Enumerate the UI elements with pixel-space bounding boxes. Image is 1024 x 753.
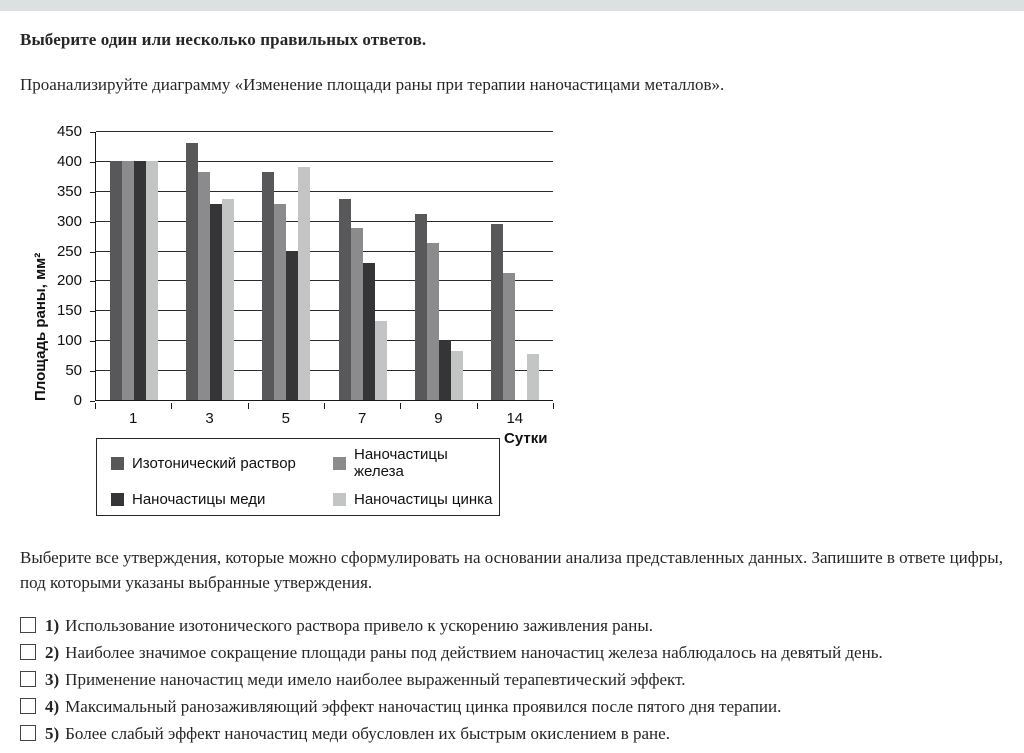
bar [298,167,310,400]
option-row [20,671,1004,689]
y-tick-label: 50 [65,362,82,380]
chart-legend [96,438,500,516]
x-tick-mark [553,403,554,409]
x-tick-label: 14 [506,410,524,427]
x-tick-mark [477,403,478,409]
bar [286,251,298,400]
legend-label: Изотонический раствор [132,454,296,472]
y-tick-label: 100 [56,332,82,350]
option-text: Более слабый эффект наночастиц меди обусловлен их быстрым окислением в ране. [65,724,670,743]
y-tick-label: 250 [56,242,82,260]
bar [375,321,387,400]
y-tick-label: 350 [56,182,82,200]
bars [96,132,553,400]
x-tick-label: 5 [281,410,290,427]
option-4-checkbox[interactable] [20,698,36,714]
bar [110,161,122,400]
bar [222,199,234,400]
x-tick-label: 7 [357,410,367,427]
bar [122,161,134,400]
bar-group-day-7 [325,132,401,400]
plot-area [95,132,553,401]
bar [274,204,286,400]
option-row [20,644,1004,662]
legend-item [111,446,333,480]
bar-group-day-14 [477,132,553,400]
y-tick-label: 450 [56,123,82,140]
bar [439,340,451,400]
option-text: Использование изотонического раствора привело к ускорению заживления раны. [65,616,653,635]
bar-group-day-9 [401,132,477,400]
bar-group-day-5 [248,132,324,400]
legend-swatch-icon [111,457,124,470]
x-tick-label: 3 [205,410,214,427]
bar [491,224,503,400]
bar-group-day-1 [96,132,172,400]
y-tick-label: 0 [73,392,82,409]
option-number: 5) [45,724,60,743]
x-tick-label: 1 [128,410,138,427]
answer-prompt: Выберите все утверждения, которые можно сформулировать на основании анализа представленных данных. Запишите в ответе цифры, под которыми указаны выбранные утверждения. [20,548,1003,592]
y-tick-label: 200 [56,272,82,290]
legend-label: Наночастицы меди [132,491,266,508]
x-axis-title: Сутки [504,430,548,447]
bar [186,143,198,400]
content [0,30,1024,743]
bar [198,172,210,400]
bar [415,214,427,401]
option-number: 1) [45,616,60,635]
option-2-checkbox[interactable] [20,644,36,660]
bar-group-day-3 [172,132,248,400]
option-number: 4) [45,697,60,716]
option-row [20,698,1004,716]
y-tick-label: 400 [56,152,82,170]
legend-label: Наночастицы цинка [354,491,493,508]
options-list [20,617,1004,743]
legend-label: Наночастицы железа [354,446,448,480]
bar [210,204,222,400]
bar [351,228,363,400]
legend-swatch-icon [111,493,124,506]
bar [339,199,351,400]
option-text: Наиболее значимое сокращение площади раны под действием наночастиц железа наблюдалось на девятый день. [65,643,883,662]
bar [527,354,539,400]
top-bar [0,0,1024,11]
x-axis-labels [95,410,553,427]
option-text: Применение наночастиц меди имело наиболее выраженный терапевтический эффект. [65,670,686,689]
legend-swatch-icon [333,457,346,470]
y-tick-label: 150 [56,302,82,320]
x-tick-mark [400,403,401,409]
option-row [20,617,1004,635]
x-tick-label: 9 [434,410,443,427]
x-tick-mark [324,403,325,409]
option-number: 2) [45,643,60,662]
question-instruction: Выберите один или несколько правильных ответов. [20,30,427,49]
option-row [20,725,1004,743]
question-task: Проанализируйте диаграмму «Изменение площади раны при терапии наночастицами металлов». [20,75,725,94]
legend-item [111,491,333,508]
option-number: 3) [45,670,60,689]
bar [503,273,515,400]
legend-swatch-icon [333,493,346,506]
option-1-checkbox[interactable] [20,617,36,633]
bar [427,243,439,400]
y-tick-label: 300 [56,212,82,230]
y-axis-title: Площадь раны, мм² [32,252,49,401]
x-tick-mark [95,403,96,409]
wound-area-bar-chart [30,123,590,520]
option-text: Максимальный ранозаживляющий эффект наночастиц цинка проявился после пятого дня терапии. [65,697,782,716]
x-tick-mark [248,403,249,409]
legend-item [333,491,499,508]
bar [451,351,463,400]
option-5-checkbox[interactable] [20,725,36,741]
bar [262,172,274,400]
x-tick-mark [171,403,172,409]
bar [363,263,375,400]
bar [134,161,146,400]
option-3-checkbox[interactable] [20,671,36,687]
legend-item [333,446,499,480]
bar [146,161,158,400]
